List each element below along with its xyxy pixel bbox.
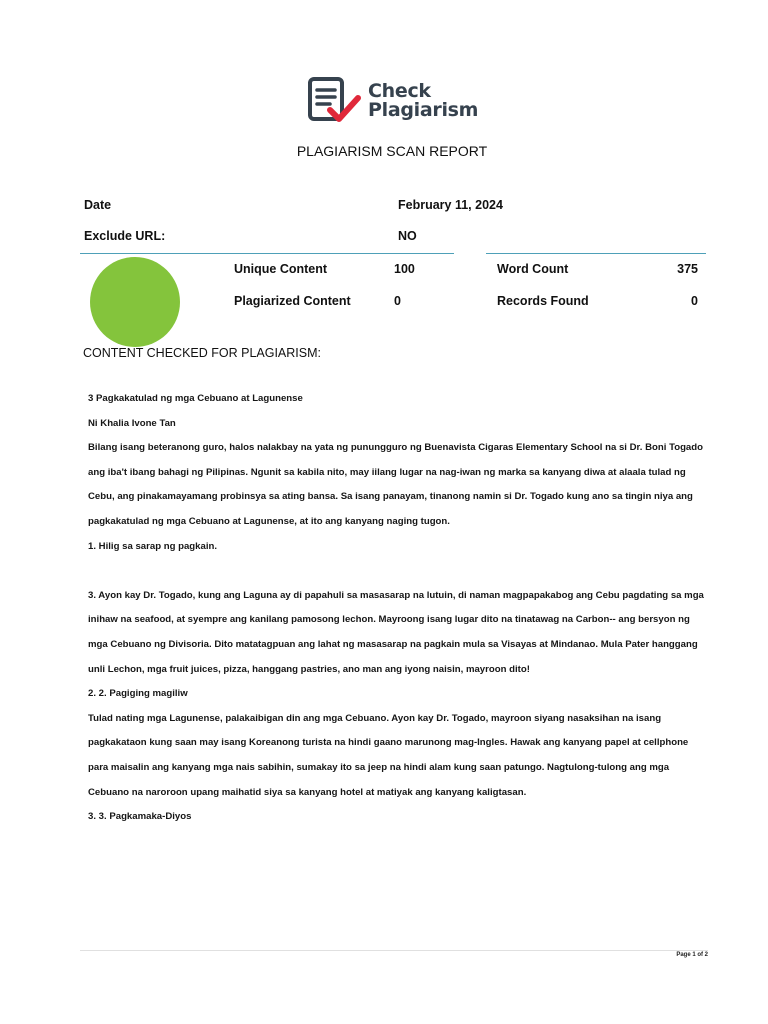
stats-divider-right (486, 253, 706, 254)
content-paragraph: Bilang isang beteranong guro, halos nalakbay na yata ng punungguro ng Buenavista Cigaras Elementary School na si Dr. Boni Togado ang iba't ibang bahagi ng Pilipinas. Ngunit sa kabila nito, may iilang lugar na nag-iwan ng marka sa kanyang diwa at alaala tulad ng Cebu, ang pinakamayamang probinsya sa ating bansa. Sa isang panayam, tinanong namin si Dr. Togado kung ano sa tingin niya ang pagkakatulad ng mga Cebuano at Lagunense, at ito ang kanyang naging tugon. (88, 442, 703, 527)
records-found-label: Records Found (497, 294, 589, 308)
exclude-url-label: Exclude URL: (84, 229, 166, 243)
content-checked-heading: CONTENT CHECKED FOR PLAGIARISM: (83, 346, 321, 360)
content-paragraph: 3. Ayon kay Dr. Togado, kung ang Laguna ay di papahuli sa masasarap na lutuin, di naman magpapakabog ang Cebu pagdating sa mga inihaw na seafood, at syempre ang kanilang pamosong lechon. Mayroong isang lugar dito na tinatawag na Carbon-- ang bersyon ng mga Cebuano ng Divisoria. Dito matatagpuan ang lahat ng masasarap na pagkain mula sa Visayas at Mindanao. Mula Pater hanggang unli Lechon, mga fruit juices, pizza, hanggang pastries, ano man ang iyong naisin, mayroon dito! (88, 589, 704, 675)
date-label: Date (84, 198, 112, 212)
content-heading: 2. 2. Pagiging magiliw (88, 688, 188, 700)
plagiarized-content-label: Plagiarized Content (234, 294, 351, 308)
unique-content-label: Unique Content (234, 262, 328, 276)
logo-wordmark (368, 82, 478, 120)
checked-content (88, 387, 704, 830)
check-plagiarism-logo (308, 76, 478, 126)
article-title: 3 Pagkakatulad ng mga Cebuano at Lagunense (88, 393, 303, 404)
footer-divider (80, 950, 708, 951)
page-number: Page 1 of 2 (676, 952, 708, 958)
content-heading: 1. Hilig sa sarap ng pagkain. (88, 540, 218, 552)
logo-line-1: Check (368, 80, 431, 102)
unique-content-pie (90, 257, 180, 347)
content-heading: 3. 3. Pagkamaka-Diyos (88, 811, 192, 823)
logo-line-2: Plagiarism (368, 99, 479, 121)
exclude-url-value: NO (398, 229, 417, 243)
content-paragraph: Tulad nating mga Lagunense, palakaibigan din ang mga Cebuano. Ayon kay Dr. Togado, mayroon siyang nasaksihan na isang pagkakataon kung saan may isang Koreanong turista na hindi gaano marunong mag-Ingles. Hawak ang kanyang papel at cellphone para maisalin ang kanyang mga nais sabihin, sumakay ito sa jeep na hindi alam kung saan patungo. Nagtulong-tulong ang mga Cebuano na naroroon upang maihatid siya sa kanyang hotel at matiyak ang kanyang kaligtasan. (88, 712, 689, 798)
paragraph-gap (88, 559, 704, 584)
stats-divider-left (80, 253, 454, 254)
word-count-value: 375 (677, 262, 698, 276)
word-count-label: Word Count (497, 262, 569, 276)
date-value: February 11, 2024 (398, 198, 503, 212)
records-found-value: 0 (691, 294, 698, 308)
document-check-icon (308, 76, 362, 126)
article-author: Ni Khalia Ivone Tan (88, 417, 176, 429)
unique-content-value: 100 (394, 262, 415, 276)
report-title: PLAGIARISM SCAN REPORT (296, 143, 488, 159)
plagiarized-content-value: 0 (394, 294, 401, 308)
